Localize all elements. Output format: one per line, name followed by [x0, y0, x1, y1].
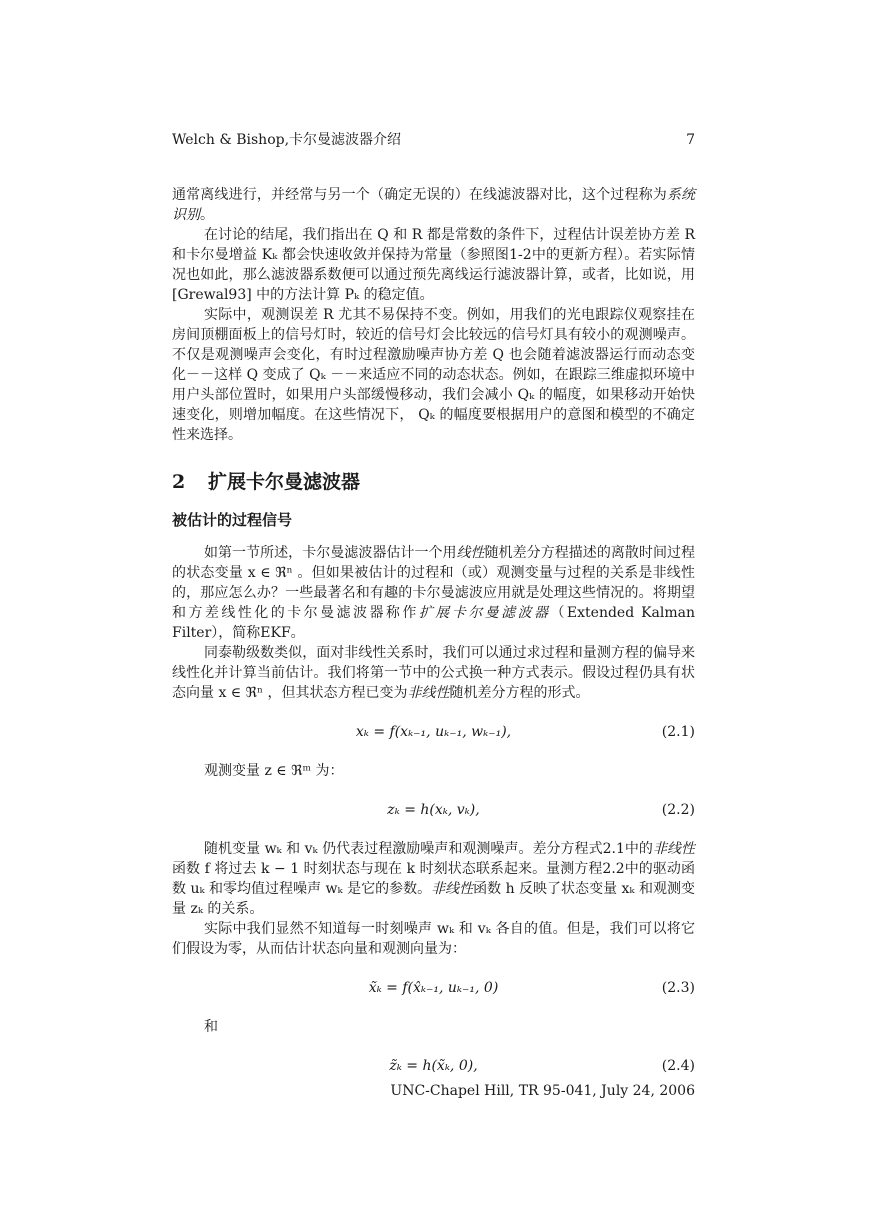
equation-2-1	[172, 715, 695, 749]
section-number: 2	[172, 471, 186, 493]
running-title: Welch & Bishop,卡尔曼滤波器介绍	[172, 132, 402, 148]
page-number: 7	[686, 132, 695, 148]
equation-2-3	[172, 971, 695, 1005]
equation-body: zₖ = h(xₖ, vₖ),	[387, 802, 480, 818]
equation-2-4	[172, 1049, 695, 1083]
emphasis-system-identification: 系统识别	[172, 187, 695, 223]
equation-body: z̃ₖ = h(x̃ₖ, 0),	[389, 1058, 478, 1074]
paragraph-random-variables: 随机变量 wₖ 和 vₖ 仍代表过程激励噪声和观测噪声。差分方程式2.1中的非线性函数 f 将过去 k − 1 时刻状态与现在 k 时刻状态联系起来。量测方程2.2中的驱动函数 uₖ 和零均值过程噪声 wₖ 是它的参数。非线性函数 h 反映了状态变量 xₖ 和观测变量 zₖ 的关系。	[172, 841, 696, 917]
equation-number: (2.2)	[661, 802, 695, 818]
paragraph-measurement-noise: 实际中，观测误差 R 尤其不易保持不变。例如，用我们的光电跟踪仪观察挂在房间顶棚面板上的信号灯时，较近的信号灯会比较远的信号灯具有较小的观测噪声。不仅是观测噪声会变化，有时过程激励噪声协方差 Q 也会随着滤波器运行而动态变化－－这样 Q 变成了 Qₖ －－来适应不同的动态状态。例如，在跟踪三维虚拟环境中用户头部位置时，如果用户头部缓慢移动，我们会减小 Qₖ 的幅度，如果移动开始快速变化，则增加幅度。在这些情况下， Qₖ 的幅度要根据用户的意图和模型的不确定性来选择。	[172, 307, 695, 443]
main-text	[172, 185, 695, 1095]
paragraph-taylor: 同泰勒级数类似，面对非线性关系时，我们可以通过求过程和量测方程的偏导来线性化并计算当前估计。我们将第一节中的公式换一种方式表示。假设过程仍具有状态向量 x ∈ ℜⁿ ，但其状态方程已变为非线性随机差分方程的形式。	[172, 645, 695, 701]
page-footer: UNC-Chapel Hill, TR 95-041, July 24, 2006	[390, 1083, 695, 1099]
emphasis-ekf: 扩展卡尔曼滤波器	[418, 605, 551, 621]
equation-body: x̃ₖ = f(x̂ₖ₋₁, uₖ₋₁, 0)	[368, 980, 499, 996]
paragraph-steady-state: 在讨论的结尾，我们指出在 Q 和 R 都是常数的条件下，过程估计误差协方差 R 和卡尔曼增益 Kₖ 都会快速收敛并保持为常量（参照图1-2中的更新方程）。若实际情况也如此，那么滤波器系数便可以通过预先离线运行滤波器计算，或者，比如说，用 [Grewal93] 中的方法计算 Pₖ 的稳定值。	[172, 227, 695, 303]
paragraph-continuation: 通常离线进行，并经常与另一个（确定无误的）在线滤波器对比，这个过程称为系统识别。	[172, 187, 695, 223]
paragraph-measurement: 观测变量 z ∈ ℜᵐ 为：	[204, 763, 344, 779]
subsection-heading: 被估计的过程信号	[172, 511, 293, 529]
equation-2-2	[172, 793, 695, 827]
paragraph-noise-assumption: 实际中我们显然不知道每一时刻噪声 wₖ 和 vₖ 各自的值。但是，我们可以将它们假设为零，从而估计状态向量和观测向量为：	[172, 921, 695, 957]
equation-number: (2.3)	[661, 980, 695, 996]
equation-body: xₖ = f(xₖ₋₁, uₖ₋₁, wₖ₋₁),	[355, 724, 512, 740]
section-heading	[172, 469, 695, 495]
paragraph-ekf-intro: 如第一节所述，卡尔曼滤波器估计一个用线性随机差分方程描述的离散时间过程的状态变量 x ∈ ℜⁿ 。但如果被估计的过程和（或）观测变量与过程的关系是非线性的，那应怎么办？一些最著名和有趣的卡尔曼滤波应用就是处理这些情况的。将期望和方差线性化的卡尔曼滤波器称作扩展卡尔曼滤波器（Extended Kalman Filter），简称EKF。	[172, 545, 696, 641]
paragraph-and: 和	[204, 1019, 218, 1035]
equation-number: (2.1)	[661, 724, 695, 740]
equation-number: (2.4)	[661, 1058, 695, 1074]
page-header	[172, 130, 695, 150]
section-title: 扩展卡尔曼滤波器	[208, 471, 361, 493]
